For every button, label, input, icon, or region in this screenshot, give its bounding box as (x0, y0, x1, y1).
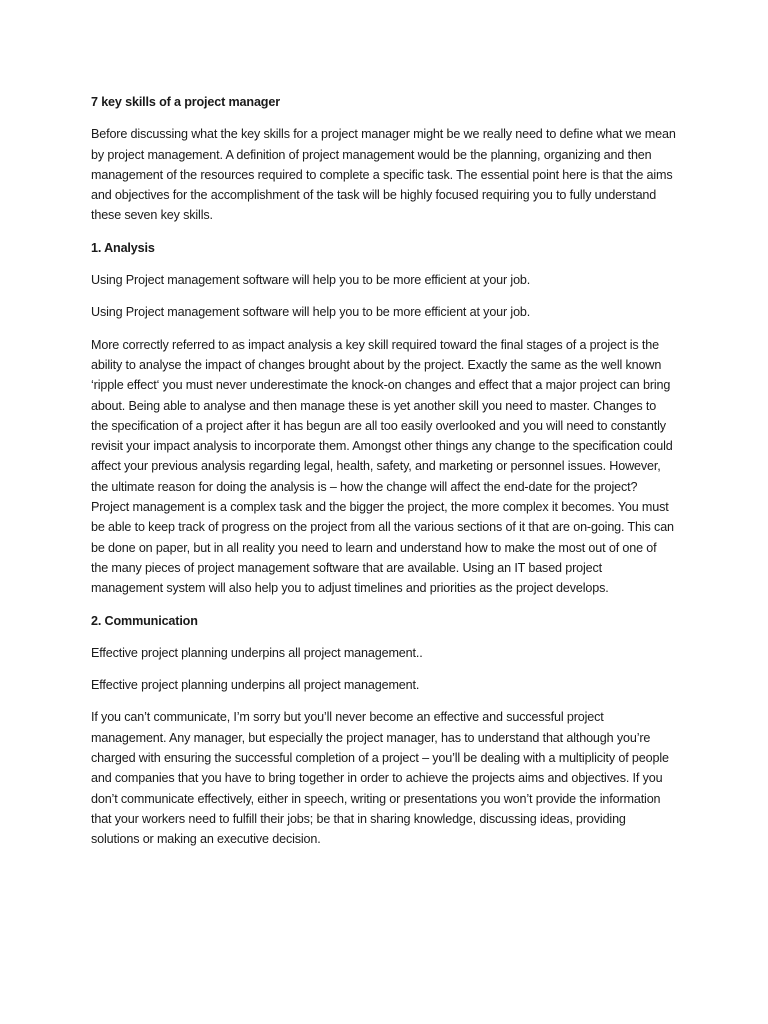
section-communication (91, 611, 676, 850)
section-heading: 2. Communication (91, 613, 198, 628)
section-paragraph: Effective project planning underpins all project management. (91, 678, 420, 693)
document-page (91, 92, 676, 862)
section-paragraph: If you can’t communicate, I’m sorry but you’ll never become an effective and successful project management. Any manager, but especially the project manager, has to understand that although you’re charged with ensuring the successful completion of a project – you’ll be dealing with a multiplicity of people and companies that you have to bring together in order to achieve the projects aims and objectives. If you don’t communicate effectively, either in speech, writing or presentations you won’t provide the information that your workers need to fulfill their jobs; be that in sharing knowledge, discussing ideas, providing solutions or making an executive decision. (91, 710, 669, 847)
intro-paragraph: Before discussing what the key skills for a project manager might be we really need to define what we mean by project management. A definition of project management would be the planning, organizing and then management of the resources required to complete a specific task. The essential point here is that the aims and objectives for the accomplishment of the task will be highly focused requiring you to fully understand these seven key skills. (91, 127, 676, 223)
section-paragraph: Using Project management software will help you to be more efficient at your job. (91, 273, 531, 288)
section-paragraph: Using Project management software will help you to be more efficient at your job. (91, 305, 531, 320)
document-title: 7 key skills of a project manager (91, 95, 280, 109)
section-paragraph: Effective project planning underpins all project management.. (91, 645, 423, 660)
section-analysis (91, 238, 676, 599)
section-heading: 1. Analysis (91, 240, 155, 255)
section-paragraph: More correctly referred to as impact analysis a key skill required toward the final stages of a project is the ability to analyse the impact of changes brought about by the project. Exactly the same as the well known ‘ripple effect‘ you must never underestimate the knock-on changes and effect that a major project can bring about. Being able to analyse and then manage these is yet another skill you need to master. Changes to the specification of a project after it has begun are all too easily overlooked and you will need to constantly revisit your impact analysis to incorporate them. Amongst other things any change to the specification could affect your previous analysis regarding legal, health, safety, and marketing or personnel issues. However, the ultimate reason for doing the analysis is – how the change will affect the end-date for the project? Project management is a complex task and the bigger the project, the more complex it becomes. You must be able to keep track of progress on the project from all the various sections of it that are on-going. This can be done on paper, but in all reality you need to learn and understand how to make the most out of one of the many pieces of project management software that are available. Using an IT based project management system will also help you to adjust timelines and priorities as the project develops. (91, 337, 674, 596)
